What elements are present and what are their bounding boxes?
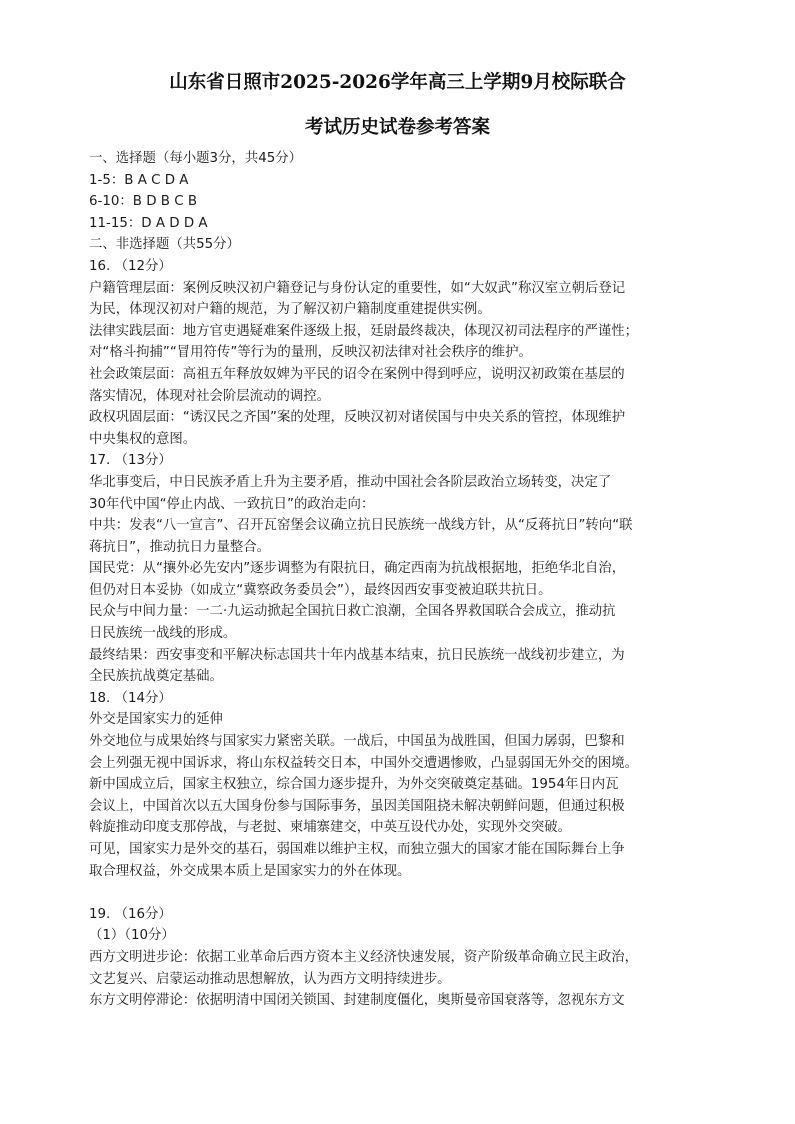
text-line: 国民党：从“攘外必先安内”逐步调整为有限抗日，确定西南为抗战根据地，拒绝华北自治，: [89, 561, 626, 577]
text-line: 16. （12分）: [89, 258, 172, 274]
text-line: 会上列强无视中国诉求，将山东权益转交日本，中国外交遭遇惨败，凸显弱国无外交的困境。: [89, 755, 639, 771]
text-line: 新中国成立后，国家主权独立，综合国力逐步提升，为外交突破奠定基础。1954年日内瓦: [89, 777, 619, 793]
answer-body: [89, 148, 669, 1012]
text-line: 17. （13分）: [89, 453, 172, 469]
document-title-line-1: 山东省日照市2025-2026学年高三上学期9月校际联合: [169, 72, 626, 93]
text-line: 社会政策层面：高祖五年释放奴婢为平民的诏令在案例中得到呼应，说明汉初政策在基层的: [89, 366, 625, 382]
text-line: 会议上，中国首次以五大国身份参与国际事务，虽因美国阻挠未解决朝鲜问题，但通过积极: [89, 798, 625, 814]
text-line: 落实情况，体现对社会阶层流动的调控。: [89, 388, 331, 404]
text-line: 东方文明停滞论：依据明清中国闭关锁国、封建制度僵化，奥斯曼帝国衰落等，忽视东方文: [89, 993, 625, 1009]
document-title-line-2: 考试历史试卷参考答案: [304, 117, 490, 138]
text-line: 蒋抗日”，推动抗日力量整合。: [89, 539, 271, 555]
text-line: 可见，国家实力是外交的基石，弱国难以维护主权，而独立强大的国家才能在国际舞台上争: [89, 842, 625, 857]
text-line: 1-5：B A C D A: [89, 172, 189, 188]
text-line: 但仍对日本妥协（如成立“冀察政务委员会”），最终因西安事变被迫联共抗日。: [89, 582, 552, 598]
text-line: （1）（10分）: [89, 928, 175, 944]
blank-line: [89, 882, 669, 904]
text-line: 法律实践层面：地方官吏遇疑难案件逐级上报，廷尉最终裁决，体现汉初司法程序的严谨性；: [89, 323, 639, 339]
text-line: 外交地位与成果始终与国家实力紧密关联。一战后，中国虽为战胜国，但国力孱弱，巴黎和: [89, 734, 625, 750]
text-line: 为民，体现汉初对户籍的规范，为了解汉初户籍制度重建提供实例。: [89, 302, 491, 318]
text-line: 中央集权的意图。: [89, 431, 197, 447]
text-line: 外交是国家实力的延伸: [89, 712, 223, 728]
text-line: 11-15：D A D D A: [89, 215, 208, 231]
text-line: 政权巩固层面：“诱汉民之齐国”案的处理，反映汉初对诸侯国与中央关系的管控，体现维护: [89, 410, 626, 426]
text-line: 户籍管理层面：案例反映汉初户籍登记与身份认定的重要性，如“大奴武”称汉室立朝后登记: [89, 280, 626, 296]
text-line: 民众与中间力量：一二·九运动掀起全国抗日救亡浪潮，全国各界救国联合会成立，推动抗: [89, 604, 616, 620]
text-line: 文艺复兴、启蒙运动推动思想解放，认为西方文明持续进步。: [89, 971, 451, 987]
text-line: 中共：发表“八一宣言”、召开瓦窑堡会议确立抗日民族统一战线方针，从“反蒋抗日”转向“联: [89, 518, 633, 534]
text-line: 斡旋推动印度支那停战，与老挝、柬埔寨建交，中英互设代办处，实现外交突破。: [89, 820, 572, 836]
text-line: 30年代中国“停止内战、一致抗日”的政治走向：: [89, 496, 375, 512]
text-line: 华北事变后，中日民族矛盾上升为主要矛盾，推动中国社会各阶层政治立场转变，决定了: [89, 474, 612, 490]
text-line: 最终结果：西安事变和平解决标志国共十年内战基本结束，抗日民族统一战线初步建立，为: [89, 647, 625, 663]
text-line: 全民族抗战奠定基础。: [89, 669, 223, 685]
text-line: 取合理权益，外交成果本质上是国家实力的外在体现。: [89, 863, 411, 879]
text-line: 一、选择题（每小题3分，共45分）: [89, 151, 303, 166]
text-line: 6-10：B D B C B: [89, 194, 198, 210]
text-line: 18. （14分）: [89, 690, 172, 706]
text-line: 19. （16分）: [89, 906, 172, 922]
text-line: 二、非选择题（共55分）: [89, 237, 240, 253]
text-line: 日民族统一战线的形成。: [89, 626, 237, 642]
text-line: 西方文明进步论：依据工业革命后西方资本主义经济快速发展，资产阶级革命确立民主政治，: [89, 949, 639, 965]
text-line: 对“格斗拘捕”“冒用符传”等行为的量刑，反映汉初法律对社会秩序的维护。: [89, 345, 532, 361]
